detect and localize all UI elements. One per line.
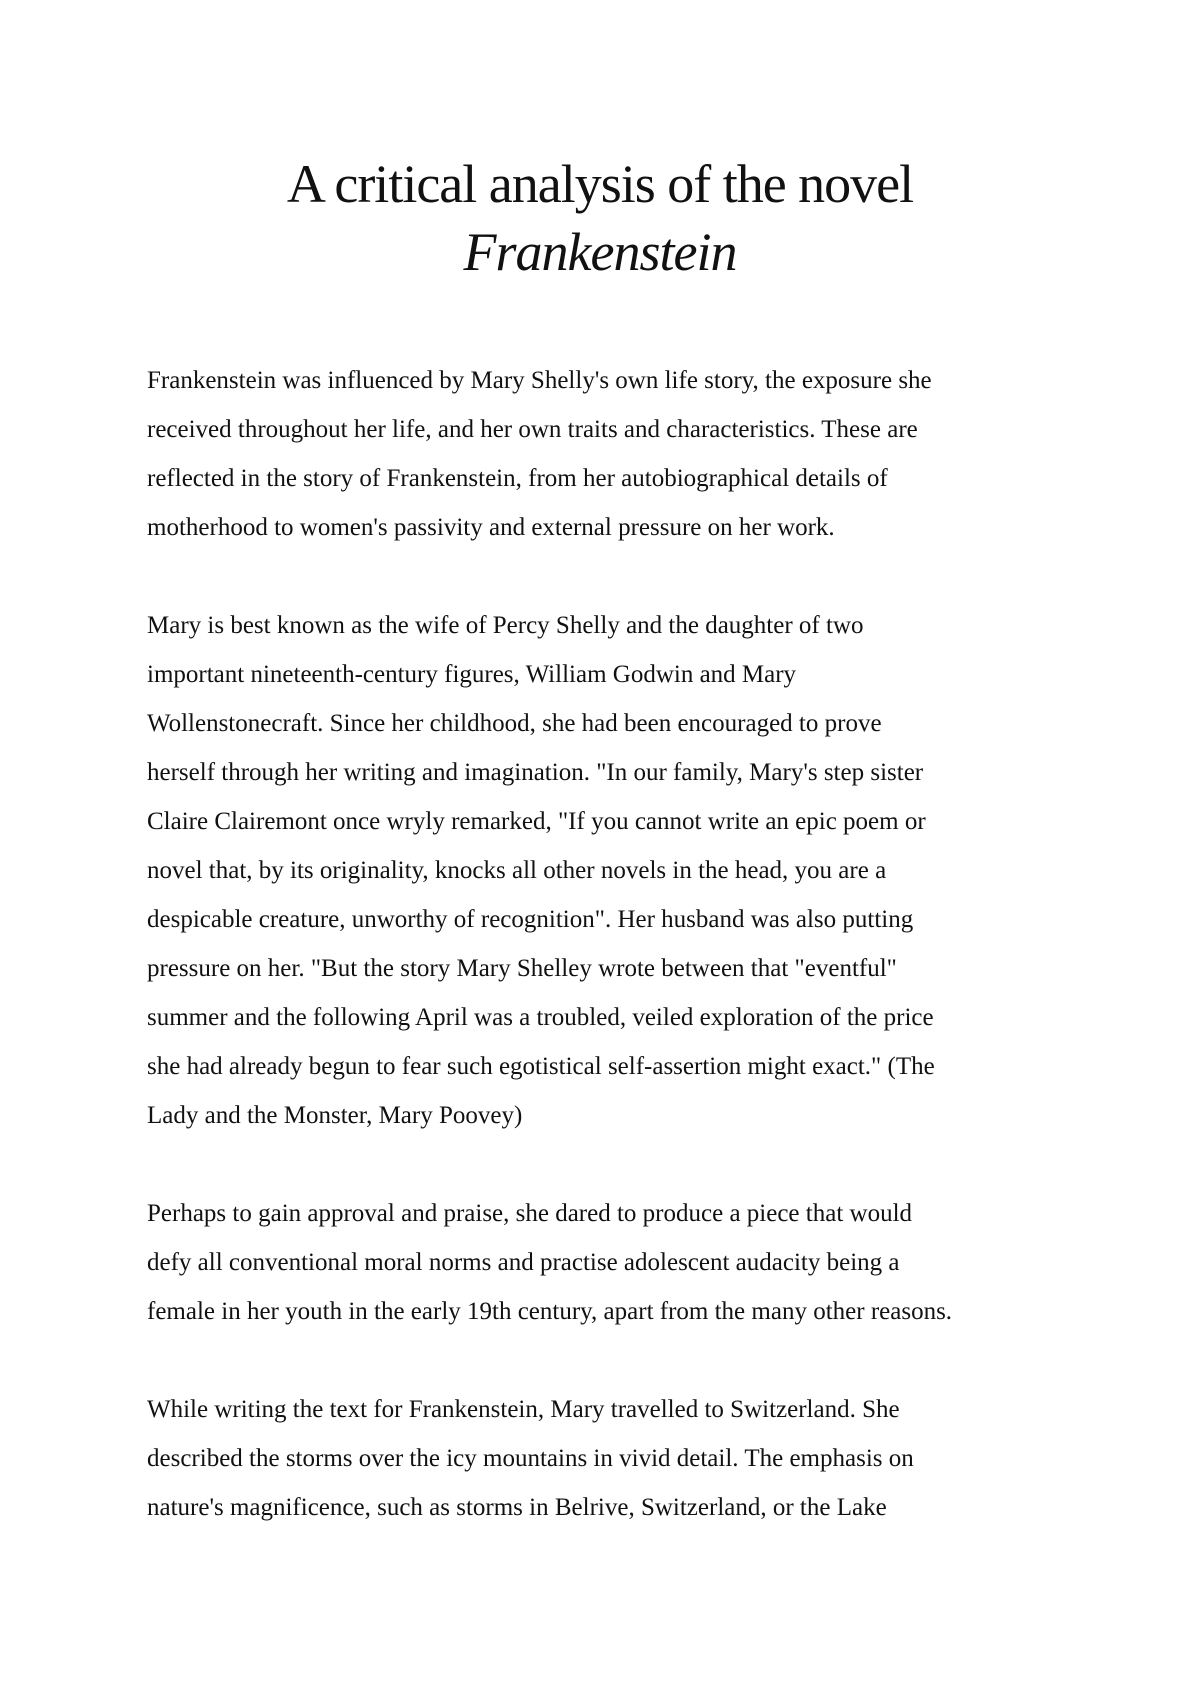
paragraph-gap <box>147 1336 1107 1385</box>
text-line: she had already begun to fear such egotistical self-assertion might exact." (The <box>147 1053 935 1080</box>
document-body <box>147 356 1107 1532</box>
text-line: Lady and the Monster, Mary Poovey) <box>147 1102 523 1129</box>
text-line: female in her youth in the early 19th century, apart from the many other reasons. <box>147 1298 953 1325</box>
text-line: described the storms over the icy mountains in vivid detail. The emphasis on <box>147 1445 914 1472</box>
paragraph-4 <box>147 1385 1107 1532</box>
paragraph-3 <box>147 1189 1107 1336</box>
text-line: Frankenstein was influenced by Mary Shelly's own life story, the exposure she <box>147 367 932 394</box>
text-line: Wollenstonecraft. Since her childhood, she had been encouraged to prove <box>147 710 882 737</box>
text-line: received throughout her life, and her own traits and characteristics. These are <box>147 416 918 443</box>
text-line: defy all conventional moral norms and practise adolescent audacity being a <box>147 1249 900 1276</box>
text-line: nature's magnificence, such as storms in Belrive, Switzerland, or the Lake <box>147 1494 887 1521</box>
text-line: motherhood to women's passivity and external pressure on her work. <box>147 514 835 541</box>
text-line: despicable creature, unworthy of recognition". Her husband was also putting <box>147 906 914 933</box>
text-line: Mary is best known as the wife of Percy Shelly and the daughter of two <box>147 612 864 639</box>
text-line: important nineteenth-century figures, William Godwin and Mary <box>147 661 797 688</box>
text-line: herself through her writing and imagination. "In our family, Mary's step sister <box>147 759 924 786</box>
text-line: Perhaps to gain approval and praise, she dared to produce a piece that would <box>147 1200 913 1227</box>
text-line: Claire Clairemont once wryly remarked, "If you cannot write an epic poem or <box>147 808 926 835</box>
document-title <box>0 150 1200 286</box>
text-line: novel that, by its originality, knocks all other novels in the head, you are a <box>147 857 887 884</box>
text-line: reflected in the story of Frankenstein, from her autobiographical details of <box>147 465 888 492</box>
title-line-1: A critical analysis of the novel <box>286 154 914 214</box>
paragraph-gap <box>147 552 1107 601</box>
title-line-2: Frankenstein <box>463 222 737 282</box>
paragraph-gap <box>147 1140 1107 1189</box>
paragraph-1 <box>147 356 1107 552</box>
text-line: While writing the text for Frankenstein, Mary travelled to Switzerland. She <box>147 1396 900 1423</box>
paragraph-2 <box>147 601 1107 1140</box>
text-line: summer and the following April was a troubled, veiled exploration of the price <box>147 1004 934 1031</box>
text-line: pressure on her. "But the story Mary Shelley wrote between that "eventful" <box>147 955 897 982</box>
